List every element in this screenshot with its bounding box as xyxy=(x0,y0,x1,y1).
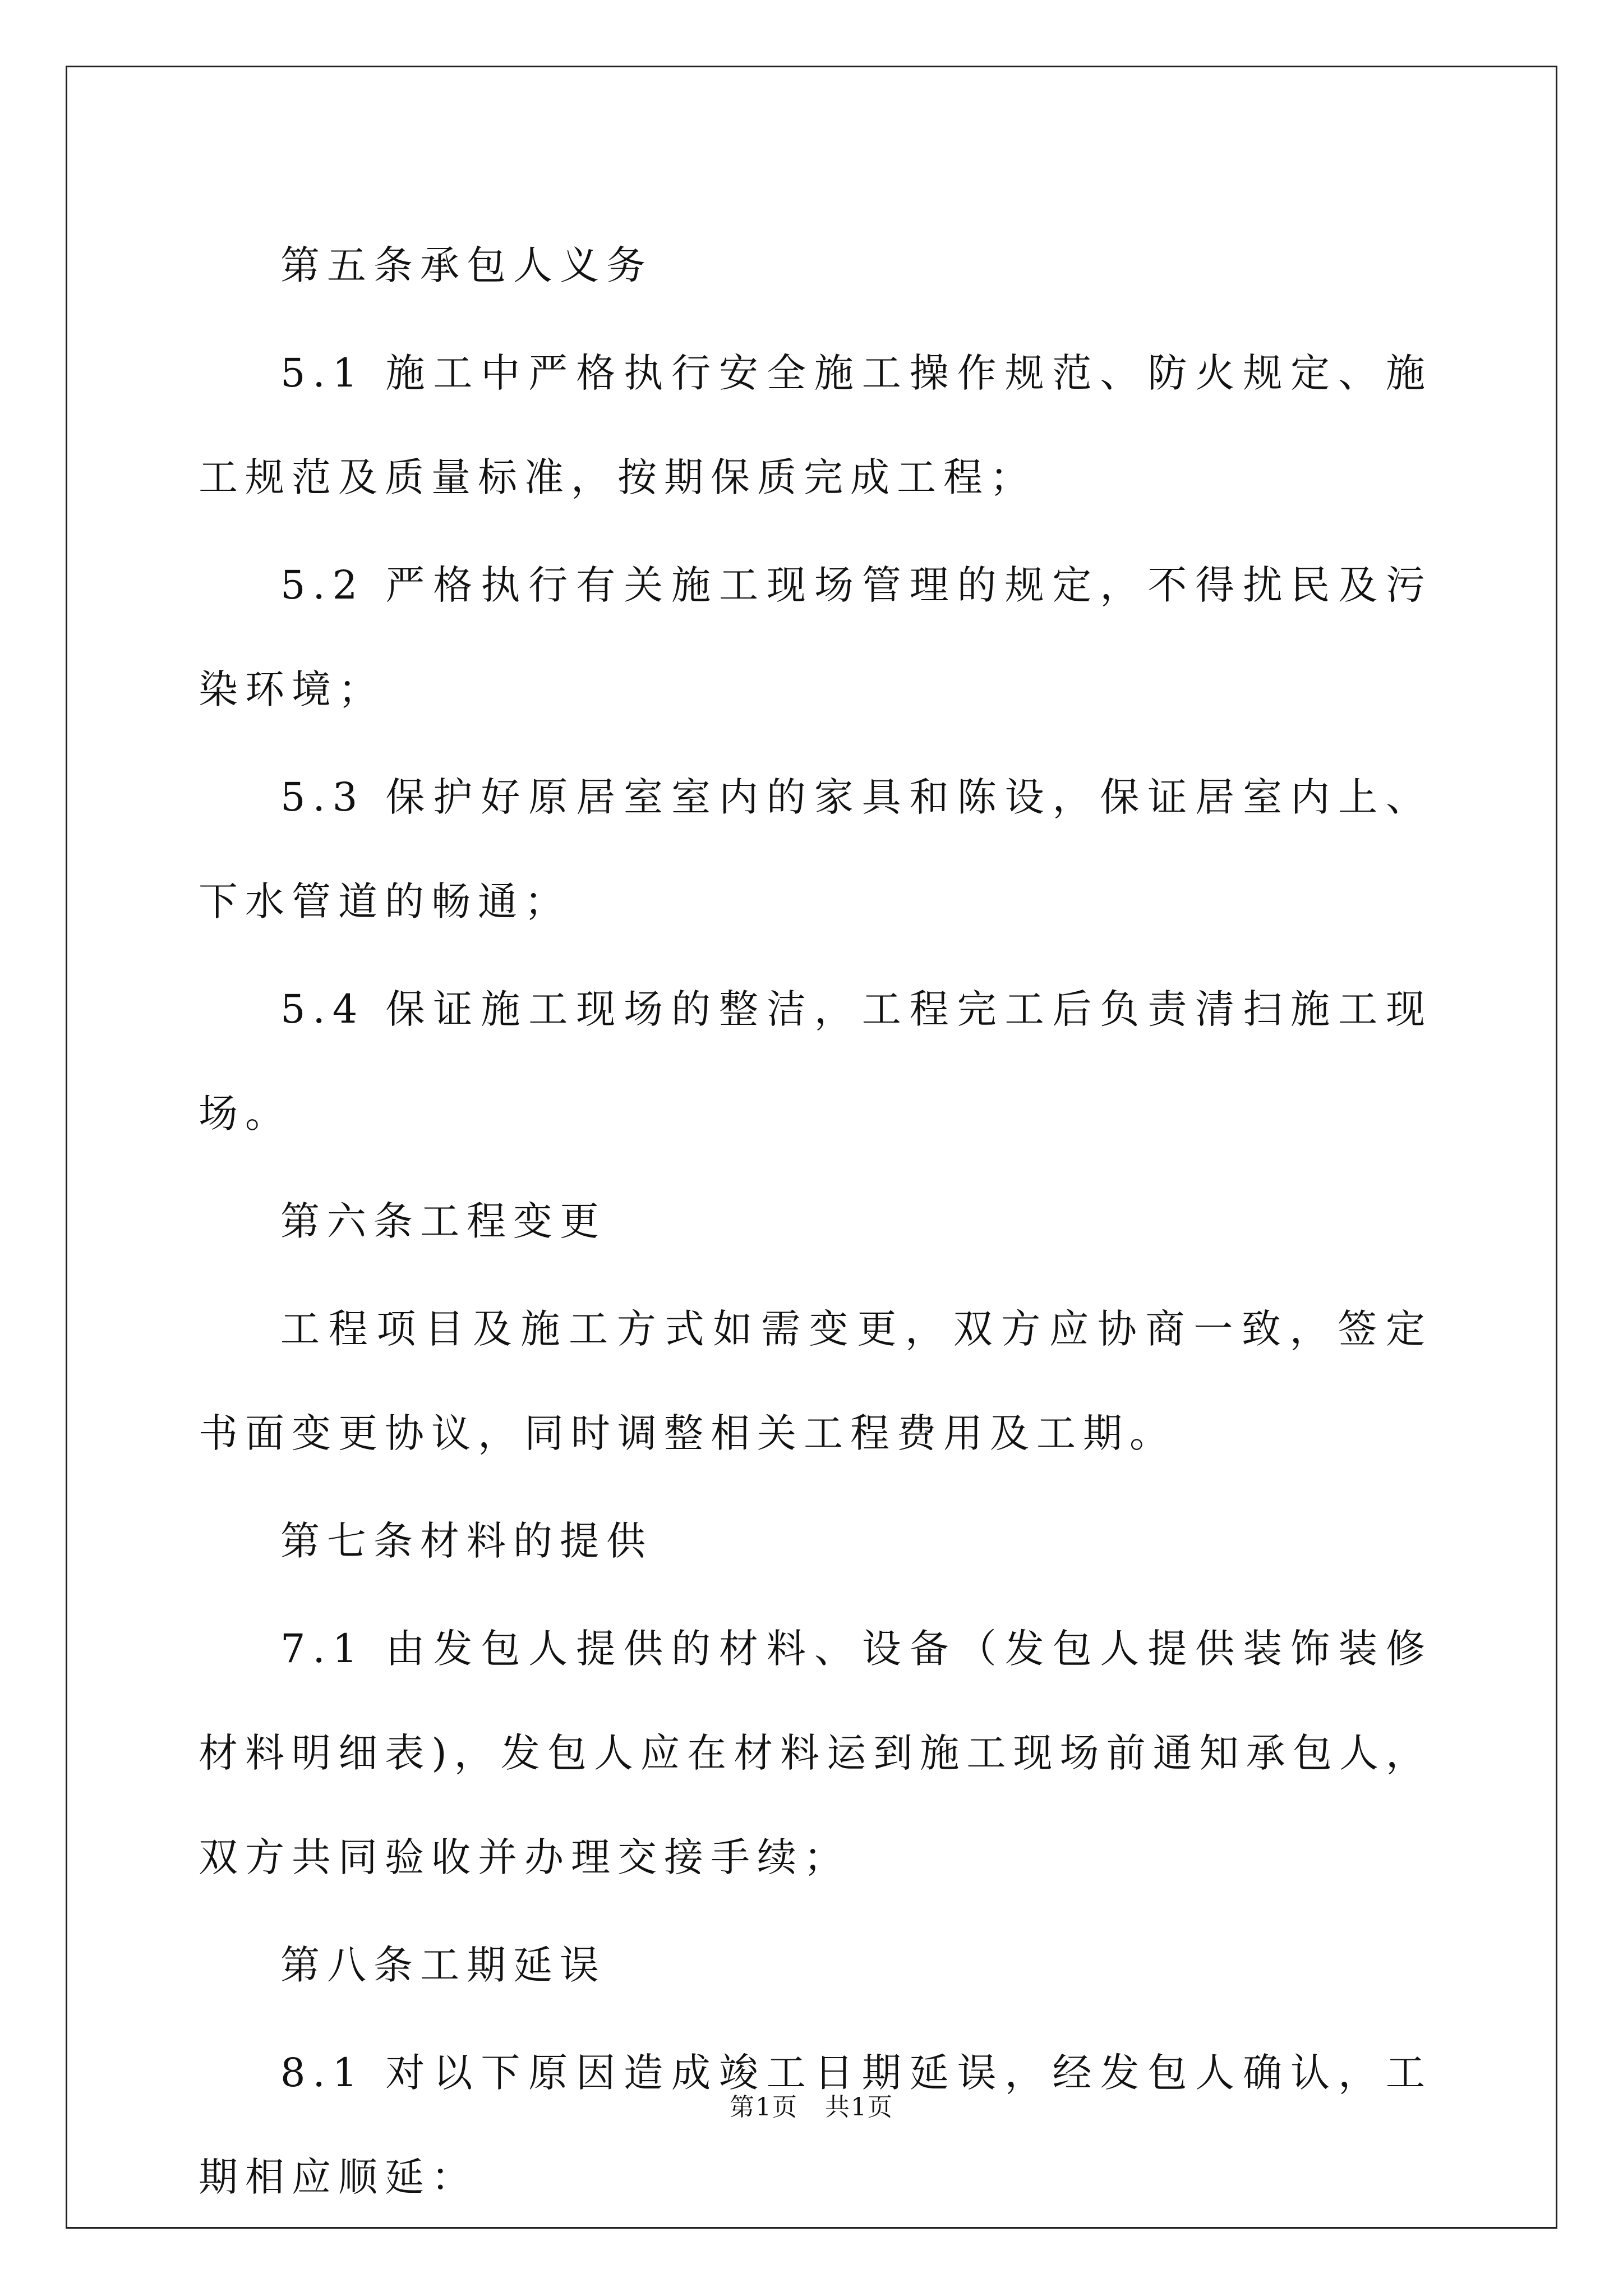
section-heading-6: 第六条工程变更 xyxy=(280,1198,606,1244)
paragraph-7-1: 7.1 由发包人提供的材料、设备（发包人提供装饰装修材料明细表)，发包人应在材料运到施工现场前通知承包人，双方共同验收并办理交接手续； xyxy=(199,1626,1432,1880)
paragraph-5-1: 5.1 施工中严格执行安全施工操作规范、防火规定、施工规范及质量标准，按期保质完成工程； xyxy=(199,350,1432,500)
section-heading-8: 第八条工期延误 xyxy=(280,1942,606,1988)
paragraph-8-1: 8.1 对以下原因造成竣工日期延误，经发包人确认，工期相应顺延： xyxy=(199,2050,1432,2200)
page-footer xyxy=(0,2087,1623,2123)
document-body xyxy=(199,213,1432,2233)
page-number-current: 第1页 xyxy=(730,2093,798,2122)
paragraph-5-3: 5.3 保护好原居室室内的家具和陈设，保证居室内上、下水管道的畅通； xyxy=(199,774,1432,924)
paragraph-6: 工程项目及施工方式如需变更，双方应协商一致，签定书面变更协议，同时调整相关工程费用及工期。 xyxy=(199,1306,1432,1456)
section-heading-7: 第七条材料的提供 xyxy=(280,1518,653,1564)
paragraph-5-2: 5.2 严格执行有关施工现场管理的规定，不得扰民及污染环境； xyxy=(199,562,1432,712)
section-heading-5: 第五条承包人义务 xyxy=(280,242,653,288)
page-number-total: 共1页 xyxy=(825,2093,893,2122)
paragraph-5-4: 5.4 保证施工现场的整洁，工程完工后负责清扫施工现场。 xyxy=(199,986,1432,1137)
